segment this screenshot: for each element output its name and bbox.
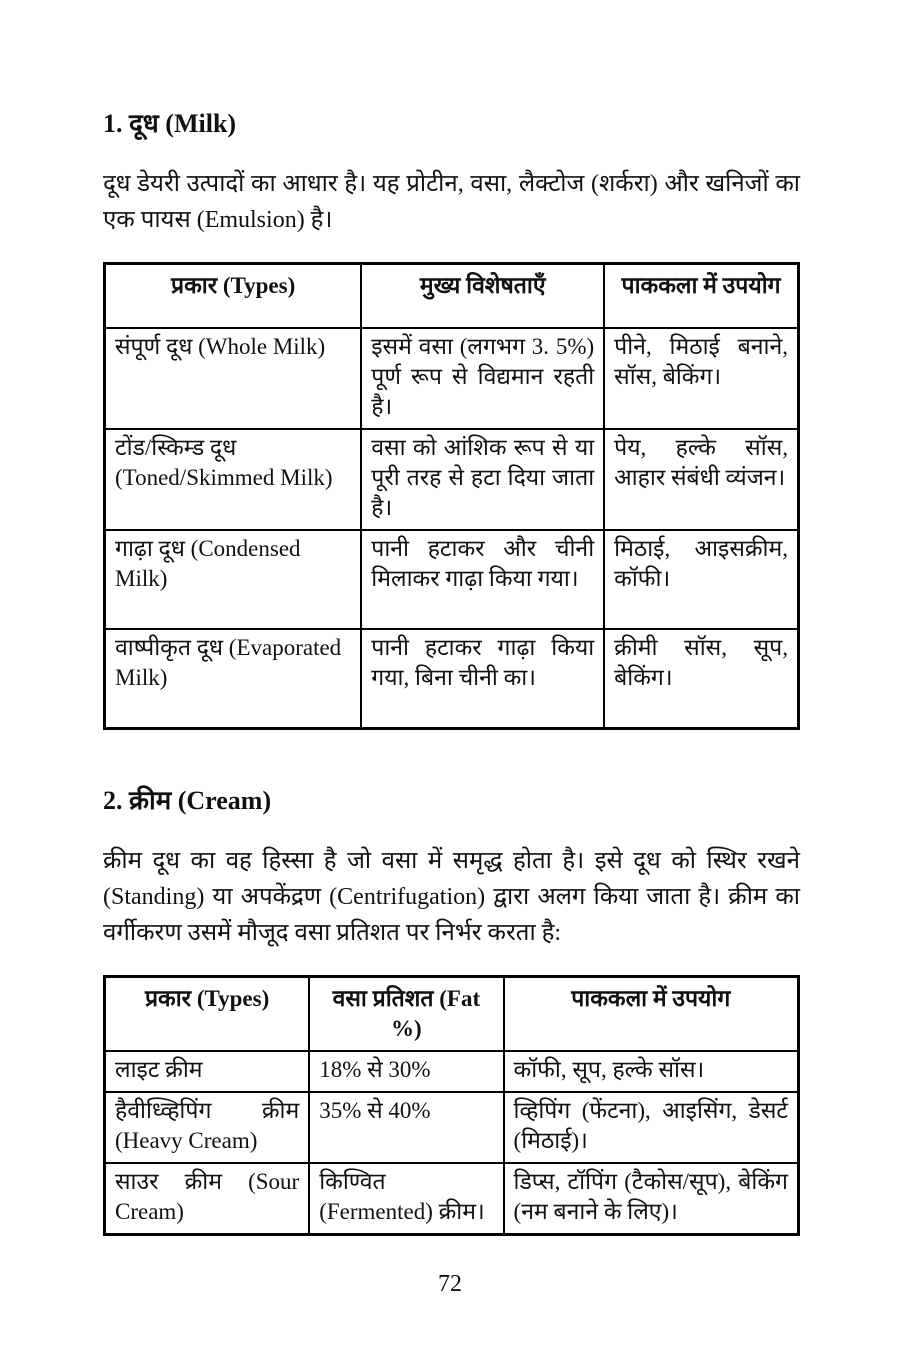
table-cell: वाष्पीकृत दूध (Evaporated Milk) [105,629,362,729]
table-cell: लाइट क्रीम [105,1051,310,1092]
table-row-evaporated-milk [105,629,799,729]
table-cell: हैवीध्व्हिपिंग क्रीम (Heavy Cream) [105,1092,310,1163]
table-row-condensed-milk [105,530,799,629]
column-header-types: प्रकार (Types) [105,977,310,1052]
table-cell: डिप्स, टॉपिंग (टैकोस/सूप), बेकिंग (नम बनाने के लिए)। [504,1163,799,1235]
column-header-culinary-use: पाककला में उपयोग [504,977,799,1052]
table-cell: किण्वित (Fermented) क्रीम। [309,1163,503,1235]
table-cell: व्हिपिंग (फेंटना), आइसिंग, डेसर्ट (मिठाई)। [504,1092,799,1163]
table-cell: मिठाई, आइसक्रीम, कॉफी। [604,530,798,629]
table-cell: पीने, मिठाई बनाने, सॉस, बेकिंग। [604,328,798,429]
table-cell: पानी हटाकर गाढ़ा किया गया, बिना चीनी का। [361,629,604,729]
section-1-paragraph: दूध डेयरी उत्पादों का आधार है। यह प्रोटीन, वसा, लैक्टोज (शर्करा) और खनिजों का एक पायस (Emulsion) है। [103,171,800,233]
table-cell: 18% से 30% [309,1051,503,1092]
table-row-whole-milk [105,328,799,429]
table-cell: संपूर्ण दूध (Whole Milk) [105,328,362,429]
table-cell: 35% से 40% [309,1092,503,1163]
section-2-paragraph: क्रीम दूध का वह हिस्सा है जो वसा में समृद्ध होता है। इसे दूध को स्थिर रखने (Standing) या अपकेंद्रण (Centrifugation) द्वारा अलग किया जाता है। क्रीम का वर्गीकरण उसमें मौजूद वसा प्रतिशत पर निर्भर करता है: [103,848,800,946]
table-cell: पेय, हल्के सॉस, आहार संबंधी व्यंजन। [604,429,798,530]
table-cell: साउर क्रीम (Sour Cream) [105,1163,310,1235]
table-header-row [105,977,799,1052]
table-row-sour-cream [105,1163,799,1235]
column-header-types: प्रकार (Types) [105,264,362,329]
table-cell: वसा को आंशिक रूप से या पूरी तरह से हटा दिया जाता है। [361,429,604,530]
section-1-heading: 1. दूध (Milk) [103,109,237,138]
column-header-culinary-use: पाककला में उपयोग [604,264,798,329]
table-row-light-cream [105,1051,799,1092]
column-header-features: मुख्य विशेषताएँ [361,264,604,329]
page-number: 72 [438,1271,462,1297]
cream-types-table [103,975,800,1236]
table-cell: इसमें वसा (लगभग 3. 5%) पूर्ण रूप से विद्यमान रहती है। [361,328,604,429]
table-cell: टोंड/स्किम्ड दूध (Toned/Skimmed Milk) [105,429,362,530]
table-row-heavy-cream [105,1092,799,1163]
table-cell: पानी हटाकर और चीनी मिलाकर गाढ़ा किया गया। [361,530,604,629]
table-cell: कॉफी, सूप, हल्के सॉस। [504,1051,799,1092]
table-cell: क्रीमी सॉस, सूप, बेकिंग। [604,629,798,729]
table-cell: गाढ़ा दूध (Condensed Milk) [105,530,362,629]
table-header-row [105,264,799,329]
table-row-toned-skimmed-milk [105,429,799,530]
column-header-fat-percent: वसा प्रतिशत (Fat %) [309,977,503,1052]
milk-types-table [103,262,800,730]
section-2-heading: 2. क्रीम (Cream) [103,786,272,815]
